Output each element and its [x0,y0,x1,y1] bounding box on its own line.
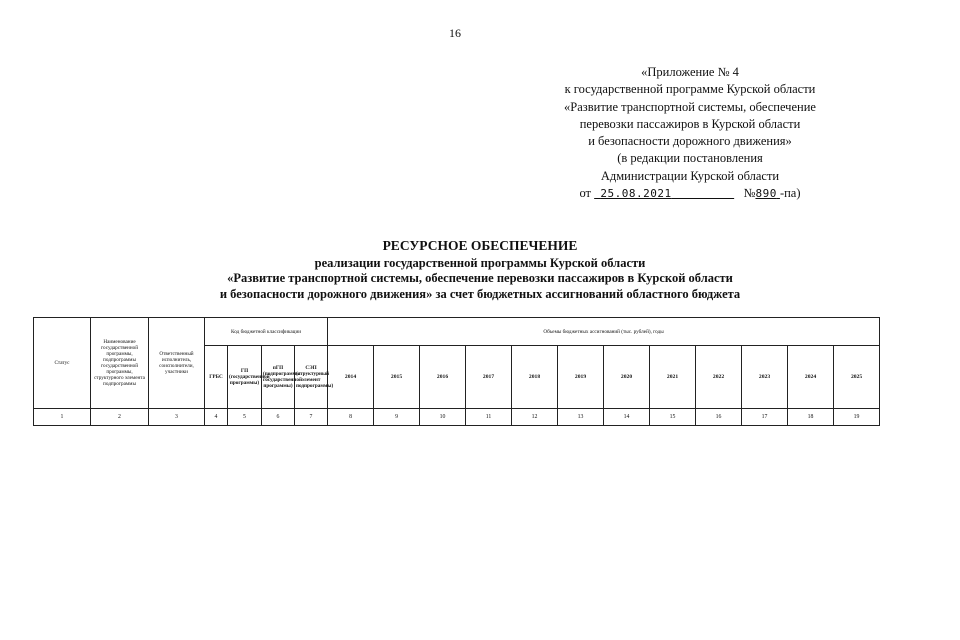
header-year: 2017 [466,346,512,409]
header-year: 2023 [742,346,788,409]
column-number: 5 [228,408,262,425]
decree-number: 890 [755,187,777,201]
appendix-line: «Приложение № 4 [641,65,739,79]
document-heading [0,238,960,302]
number-label: № [743,186,756,201]
heading-line: «Развитие транспортной системы, обеспечение перевозки пассажиров в Курской области [227,271,733,285]
column-number: 14 [604,408,650,425]
header-year: 2020 [604,346,650,409]
decree-date: 25.08.2021 [600,187,672,201]
column-number: 9 [374,408,420,425]
appendix-line: к государственной программе Курской области [564,82,816,97]
header-pgp: пГП (подпрограммы государственной программы) [262,346,295,409]
header-year: 2024 [788,346,834,409]
column-number: 17 [742,408,788,425]
column-number: 4 [205,408,228,425]
column-number: 12 [512,408,558,425]
header-budget-volumes: Объемы бюджетных ассигнований (тыс. рублей), годы [328,318,880,346]
header-year: 2025 [834,346,880,409]
header-budget-code: Код бюджетной классификации [205,318,328,346]
appendix-line: перевозки пассажиров в Курской области [579,116,801,131]
heading-line: реализации государственной программы Курской области [314,255,646,270]
appendix-line: «Развитие транспортной системы, обеспечение [564,99,816,114]
appendix-block [520,64,860,202]
header-sep: СЭП (структурный элемент подпрограммы) [295,346,328,409]
header-year: 2022 [696,346,742,409]
resource-table [33,317,880,426]
header-year: 2014 [328,346,374,409]
column-number: 11 [466,408,512,425]
column-number: 6 [262,408,295,425]
header-year: 2016 [420,346,466,409]
column-number: 19 [834,408,880,425]
page-number: 16 [449,26,461,40]
decree-reference [520,185,860,202]
appendix-line: (в редакции постановления [617,151,763,166]
header-year: 2018 [512,346,558,409]
header-year: 2019 [558,346,604,409]
column-number: 15 [650,408,696,425]
appendix-line: и безопасности дорожного движения» [588,134,792,149]
column-number: 16 [696,408,742,425]
header-year: 2021 [650,346,696,409]
heading-line: и безопасности дорожного движения» за счет бюджетных ассигнований областного бюджета [219,286,741,301]
column-number: 10 [420,408,466,425]
column-number-row [34,408,880,425]
from-label: от [579,186,592,201]
header-year: 2015 [374,346,420,409]
appendix-line: Администрации Курской области [600,168,780,183]
header-program-name: Наименование государственной программы, подпрограммы государственной программы, структурного элемента подпрограммы [91,318,149,409]
column-number: 13 [558,408,604,425]
column-number: 18 [788,408,834,425]
header-gp: ГП (государственной программы) [228,346,262,409]
header-status: Статус [34,318,91,409]
heading-title: РЕСУРСНОЕ ОБЕСПЕЧЕНИЕ [382,238,578,253]
column-number: 8 [328,408,374,425]
header-responsible: Ответственный исполнитель, соисполнители, участники [149,318,205,409]
column-number: 7 [295,408,328,425]
column-number: 3 [149,408,205,425]
column-number: 2 [91,408,149,425]
column-number: 1 [34,408,91,425]
header-grbs: ГРБС [205,346,228,409]
number-suffix: -па) [779,186,801,201]
